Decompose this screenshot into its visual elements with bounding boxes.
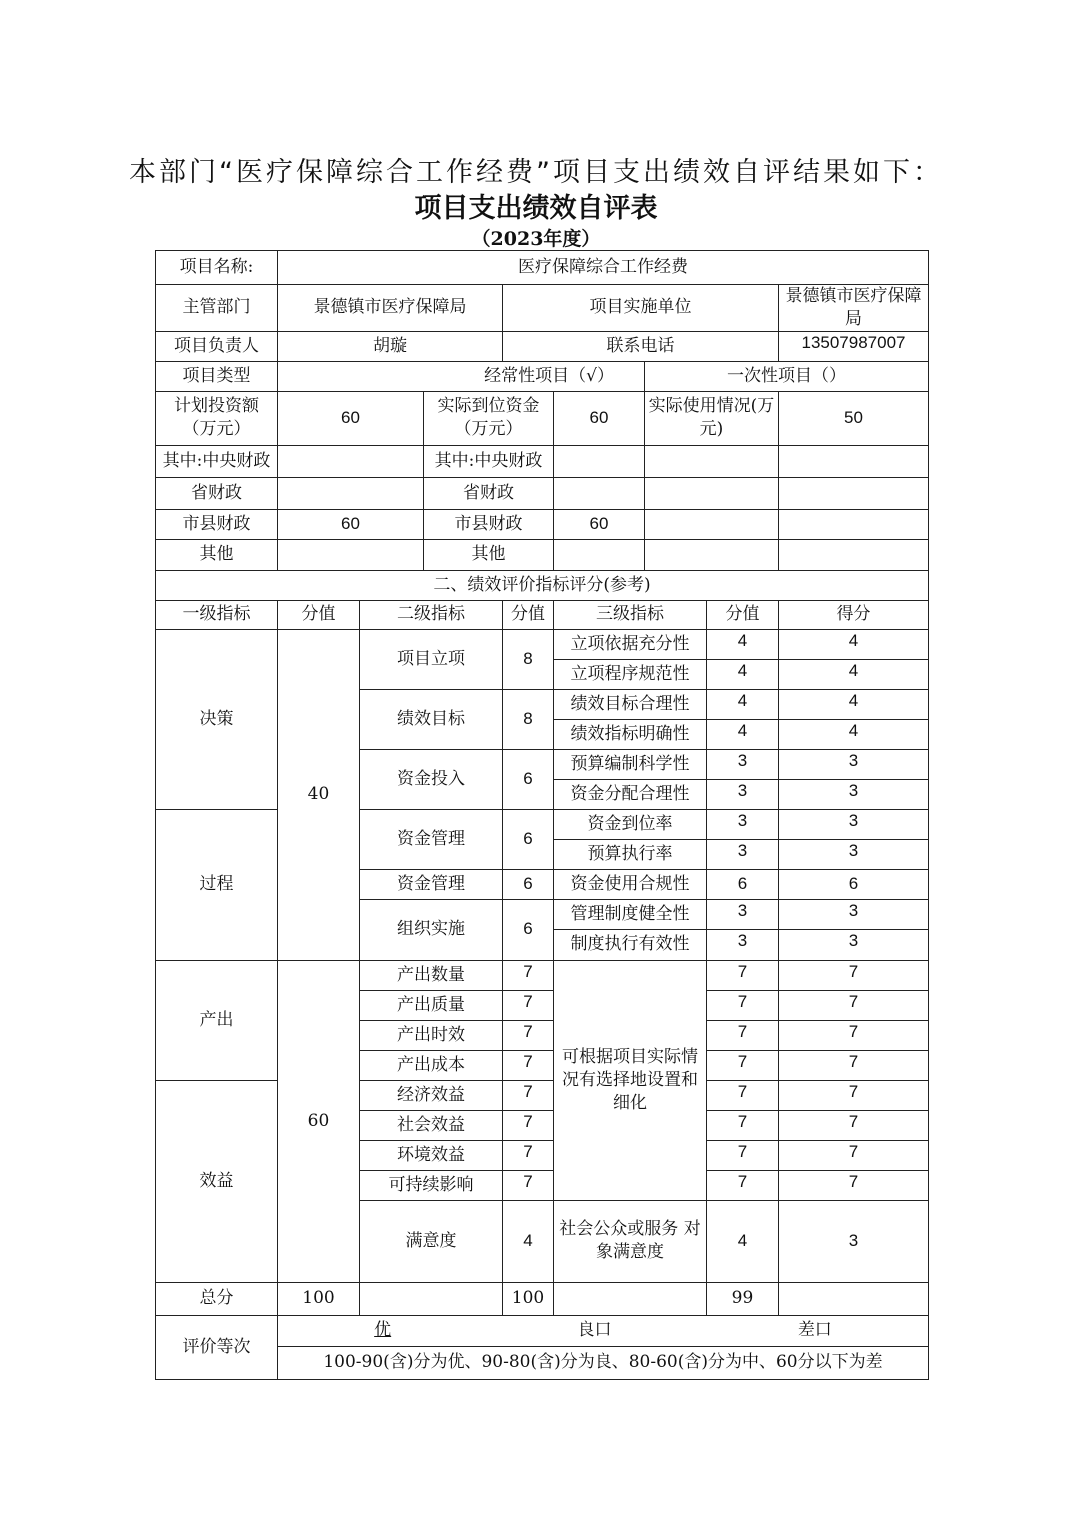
grade-label: 评价等次 [156, 1315, 278, 1379]
actual-label: 实际到位资金（万元） [424, 391, 554, 445]
level3-score: 3 [707, 809, 779, 839]
level2-score: 6 [503, 869, 554, 899]
total-label: 总分 [156, 1282, 278, 1315]
level3-score: 3 [707, 779, 779, 809]
dept-label: 主管部门 [156, 285, 278, 332]
level3-got: 7 [779, 1020, 929, 1050]
level2-score: 6 [503, 899, 554, 960]
level2-item: 经济效益 [360, 1080, 503, 1110]
grade-poor: 差口 [797, 1320, 832, 1341]
header-level3: 三级指标 [554, 600, 707, 629]
total-score2: 100 [503, 1282, 554, 1315]
level2-item: 产出数量 [360, 960, 503, 990]
level3-score: 7 [707, 1050, 779, 1080]
level3-score: 4 [707, 719, 779, 749]
level3-score: 7 [707, 1080, 779, 1110]
row-leader [156, 331, 929, 361]
level2-item: 产出成本 [360, 1050, 503, 1080]
total-score3: 99 [707, 1282, 779, 1315]
level3-score: 4 [707, 689, 779, 719]
level3-item: 立项程序规范性 [554, 659, 707, 689]
level1-output: 产出 [156, 960, 278, 1080]
leader-value: 胡璇 [278, 331, 503, 361]
phone-label: 联系电话 [503, 331, 779, 361]
central-label: 其中:中央财政 [156, 445, 278, 477]
level3-score: 3 [707, 899, 779, 929]
header-score2: 分值 [503, 600, 554, 629]
central-actual [554, 445, 645, 477]
level3-item: 资金使用合规性 [554, 869, 707, 899]
level1-process: 过程 [156, 809, 278, 960]
phone-value: 13507987007 [779, 331, 929, 361]
grade-excellent: 优 [374, 1320, 392, 1341]
row-province [156, 477, 929, 509]
level3-got: 4 [779, 629, 929, 659]
central-planned [278, 445, 424, 477]
leader-label: 项目负责人 [156, 331, 278, 361]
row-city [156, 509, 929, 539]
level2-score: 7 [503, 990, 554, 1020]
level2-score: 8 [503, 689, 554, 749]
grade-options [278, 1315, 929, 1346]
level2-score: 6 [503, 749, 554, 809]
level3-score: 7 [707, 960, 779, 990]
row-section-title [156, 570, 929, 600]
level3-score: 7 [707, 1110, 779, 1140]
form-title: 项目支出绩效自评表 [414, 193, 658, 224]
level2-score: 7 [503, 960, 554, 990]
intro-text: 本部门“医疗保障综合工作经费”项目支出绩效自评结果如下： [129, 157, 943, 188]
level3-got: 4 [779, 689, 929, 719]
project-name-value: 医疗保障综合工作经费 [278, 251, 929, 285]
level3-item: 绩效目标合理性 [554, 689, 707, 719]
level3-got: 3 [779, 779, 929, 809]
form-year: （2023年度） [471, 228, 601, 250]
level3-got: 7 [779, 1170, 929, 1200]
row-department [156, 285, 929, 332]
level2-item: 组织实施 [360, 899, 503, 960]
city-actual-label: 市县财政 [424, 509, 554, 539]
level3-note: 可根据项目实际情况有选择地设置和细化 [554, 960, 707, 1200]
level3-item: 资金分配合理性 [554, 779, 707, 809]
level3-score: 7 [707, 1140, 779, 1170]
level3-item: 制度执行有效性 [554, 929, 707, 960]
grade-good: 良口 [577, 1320, 612, 1341]
level2-score: 8 [503, 629, 554, 689]
level3-item: 预算编制科学性 [554, 749, 707, 779]
header-level2: 二级指标 [360, 600, 503, 629]
row-funds [156, 391, 929, 445]
level3-score: 6 [707, 869, 779, 899]
level3-score: 3 [707, 749, 779, 779]
table-row [156, 809, 929, 839]
level2-score: 7 [503, 1110, 554, 1140]
used-label: 实际使用情况(万元) [645, 391, 779, 445]
level3-got: 3 [779, 809, 929, 839]
table-row [156, 629, 929, 659]
level3-item: 资金到位率 [554, 809, 707, 839]
central-actual-label: 其中:中央财政 [424, 445, 554, 477]
row-project-name [156, 251, 929, 285]
level2-item: 绩效目标 [360, 689, 503, 749]
level3-got: 4 [779, 659, 929, 689]
level3-score: 4 [707, 629, 779, 659]
level2-score: 7 [503, 1020, 554, 1050]
row-other [156, 539, 929, 570]
province-actual-label: 省财政 [424, 477, 554, 509]
level3-score: 7 [707, 1170, 779, 1200]
level3-got: 3 [779, 1200, 929, 1282]
section-title: 二、绩效评价指标评分(参考) [156, 570, 929, 600]
level3-got: 3 [779, 839, 929, 869]
city-planned: 60 [278, 509, 424, 539]
level3-item: 绩效指标明确性 [554, 719, 707, 749]
level3-score: 3 [707, 929, 779, 960]
header-score1: 分值 [278, 600, 360, 629]
level3-score: 4 [707, 1200, 779, 1282]
level3-score: 7 [707, 990, 779, 1020]
table-row [156, 960, 929, 990]
row-grade [156, 1315, 929, 1346]
level3-got: 6 [779, 869, 929, 899]
type-regular: 经常性项目（√） [278, 361, 645, 391]
row-total [156, 1282, 929, 1315]
level2-score: 6 [503, 809, 554, 869]
level3-item: 社会公众或服务 对象满意度 [554, 1200, 707, 1282]
row-project-type [156, 361, 929, 391]
level2-item: 社会效益 [360, 1110, 503, 1140]
level2-item: 资金投入 [360, 749, 503, 809]
city-label: 市县财政 [156, 509, 278, 539]
level2-score: 4 [503, 1200, 554, 1282]
level2-item: 环境效益 [360, 1140, 503, 1170]
unit-value: 景德镇市医疗保障局 [779, 285, 929, 332]
type-once: 一次性项目（） [645, 361, 929, 391]
level2-item: 资金管理 [360, 809, 503, 869]
dept-value: 景德镇市医疗保障局 [278, 285, 503, 332]
header-score3: 分值 [707, 600, 779, 629]
level3-got: 7 [779, 1140, 929, 1170]
level3-score: 4 [707, 659, 779, 689]
table-row [156, 1080, 929, 1110]
level3-got: 7 [779, 1050, 929, 1080]
level2-item: 可持续影响 [360, 1170, 503, 1200]
level2-item: 项目立项 [360, 629, 503, 689]
grade-note: 100-90(含)分为优、90-80(含)分为良、80-60(含)分为中、60分以下为差 [278, 1346, 929, 1379]
evaluation-table [155, 250, 929, 1380]
other-actual-label: 其他 [424, 539, 554, 570]
level2-item: 满意度 [360, 1200, 503, 1282]
level2-score: 7 [503, 1080, 554, 1110]
level3-got: 7 [779, 960, 929, 990]
level1-decision: 决策 [156, 629, 278, 809]
level2-score: 7 [503, 1170, 554, 1200]
city-actual: 60 [554, 509, 645, 539]
level3-got: 7 [779, 990, 929, 1020]
level3-got: 7 [779, 1110, 929, 1140]
level2-score: 7 [503, 1140, 554, 1170]
level2-item: 产出质量 [360, 990, 503, 1020]
used-value: 50 [779, 391, 929, 445]
level3-got: 3 [779, 929, 929, 960]
level3-got: 3 [779, 899, 929, 929]
project-name-label: 项目名称: [156, 251, 278, 285]
level1-score-40: 40 [278, 629, 360, 960]
level2-score: 7 [503, 1050, 554, 1080]
other-label: 其他 [156, 539, 278, 570]
level3-score: 3 [707, 839, 779, 869]
total-score1: 100 [278, 1282, 360, 1315]
level2-item: 资金管理 [360, 869, 503, 899]
planned-value: 60 [278, 391, 424, 445]
row-central [156, 445, 929, 477]
header-got: 得分 [779, 600, 929, 629]
row-headers [156, 600, 929, 629]
level1-score-60: 60 [278, 960, 360, 1282]
level3-item: 预算执行率 [554, 839, 707, 869]
level3-got: 7 [779, 1080, 929, 1110]
type-label: 项目类型 [156, 361, 278, 391]
level3-got: 3 [779, 749, 929, 779]
level3-item: 管理制度健全性 [554, 899, 707, 929]
unit-label: 项目实施单位 [503, 285, 779, 332]
actual-value: 60 [554, 391, 645, 445]
level3-item: 立项依据充分性 [554, 629, 707, 659]
level2-item: 产出时效 [360, 1020, 503, 1050]
level3-score: 7 [707, 1020, 779, 1050]
planned-label: 计划投资额（万元） [156, 391, 278, 445]
level1-benefit: 效益 [156, 1080, 278, 1282]
header-level1: 一级指标 [156, 600, 278, 629]
province-label: 省财政 [156, 477, 278, 509]
level3-got: 4 [779, 719, 929, 749]
